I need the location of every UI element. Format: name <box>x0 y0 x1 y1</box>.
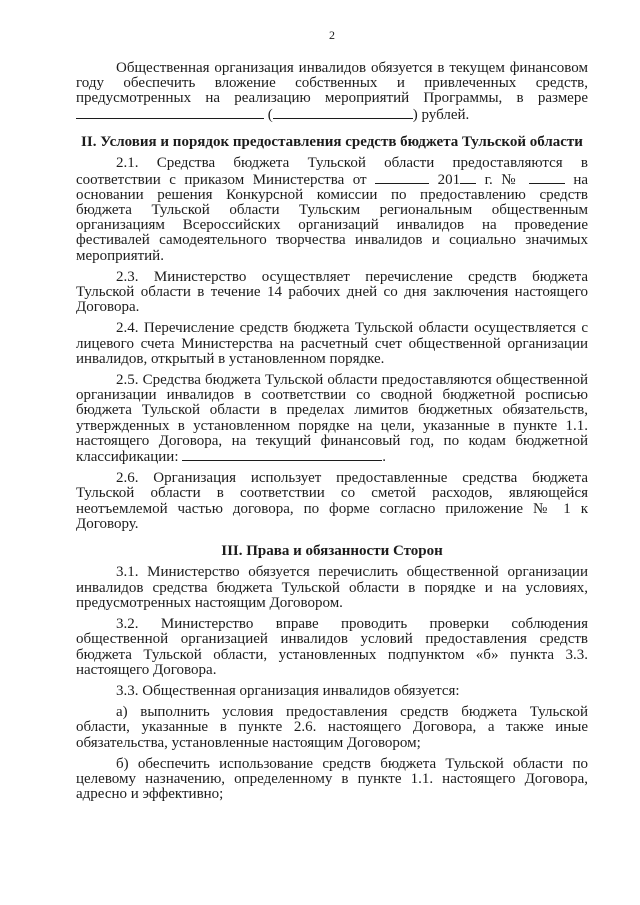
section-3-title: III. Права и обязанности Сторон <box>221 542 443 559</box>
paragraph-3-2: 3.2. Министерство вправе проводить проверки соблюдения общественной организацией инвалидов условий предоставления средств бюджета Тульской области, установленных подпунктом «б» пункта 3.3. настоящего Договора. <box>76 616 588 678</box>
paragraph-2-1: 2.1. Средства бюджета Тульской области предоставляются в соответствии с приказом Министерства от 201 г. № на основании решения Конкурсной комиссии по предоставлению средств бюджета Тульской области Тульским региональным общественным организациям Всероссийских организаций инвалидов на проведение фестивалей самодеятельного творчества инвалидов и социально значимых мероприятий. <box>76 155 589 264</box>
amount-digits-blank <box>76 107 264 119</box>
section-2-title: II. Условия и порядок предоставления средств бюджета Тульской области <box>81 133 583 150</box>
budget-code-blank <box>182 449 382 461</box>
paragraph-2-5: 2.5. Средства бюджета Тульской области предоставляются общественной организации инвалидов в соответствии со сводной бюджетной росписью бюджета Тульской области в пределах лимитов бюджетных обязательств, утвержденных в установленном порядке на цели, указанные в пункте 1.1. настоящего Договора, на текущий финансовый год, по кодам бюджетной классификации: . <box>76 371 588 465</box>
document-page <box>76 28 588 802</box>
paragraph-3-3: 3.3. Общественная организация инвалидов обязуется: <box>116 682 460 699</box>
order-date-blank <box>375 172 429 184</box>
page-number: 2 <box>329 28 335 42</box>
intro-paragraph: Общественная организация инвалидов обязуется в текущем финансовом году обеспечить вложение собственных и привлеченных средств, предусмотренных на реализацию мероприятий Программы, в размере ( ) рублей. <box>76 60 588 123</box>
intro-text: Общественная организация инвалидов обязуется в текущем финансовом году обеспечить вложение собственных и привлеченных средств, предусмотренных на реализацию мероприятий Программы, в размере <box>76 60 588 107</box>
year-blank <box>460 172 476 184</box>
paragraph-3-3-a: а) выполнить условия предоставления средств бюджета Тульской области, указанные в пункте 2.6. настоящего Договора, а также иные обязательства, установленные настоящим Договором; <box>76 704 588 751</box>
intro-tail: рублей. <box>421 106 470 123</box>
order-number-blank <box>529 172 565 184</box>
paragraph-3-3-b: б) обеспечить использование средств бюджета Тульской области по целевому назначению, определенному в пункте 1.1. настоящего Договора, адресно и эффективно; <box>76 755 588 803</box>
paragraph-3-1: 3.1. Министерство обязуется перечислить общественной организации инвалидов средства бюджета Тульской области в порядке и на условиях, предусмотренных настоящим Договором. <box>76 564 588 611</box>
paragraph-2-3: 2.3. Министерство осуществляет перечисление средств бюджета Тульской области в течение 14 рабочих дней со дня заключения настоящего Договора. <box>76 268 588 316</box>
paragraph-2-4: 2.4. Перечисление средств бюджета Тульской области осуществляется с лицевого счета Министерства на расчетный счет общественной организации инвалидов, открытый в установленном порядке. <box>76 320 588 367</box>
paragraph-2-6: 2.6. Организация использует предоставленные средства бюджета Тульской области в соответствии со сметой расходов, являющейся неотъемлемой частью договора, по форме согласно приложение № 1 к Договору. <box>76 470 588 532</box>
amount-words-blank <box>273 107 413 119</box>
